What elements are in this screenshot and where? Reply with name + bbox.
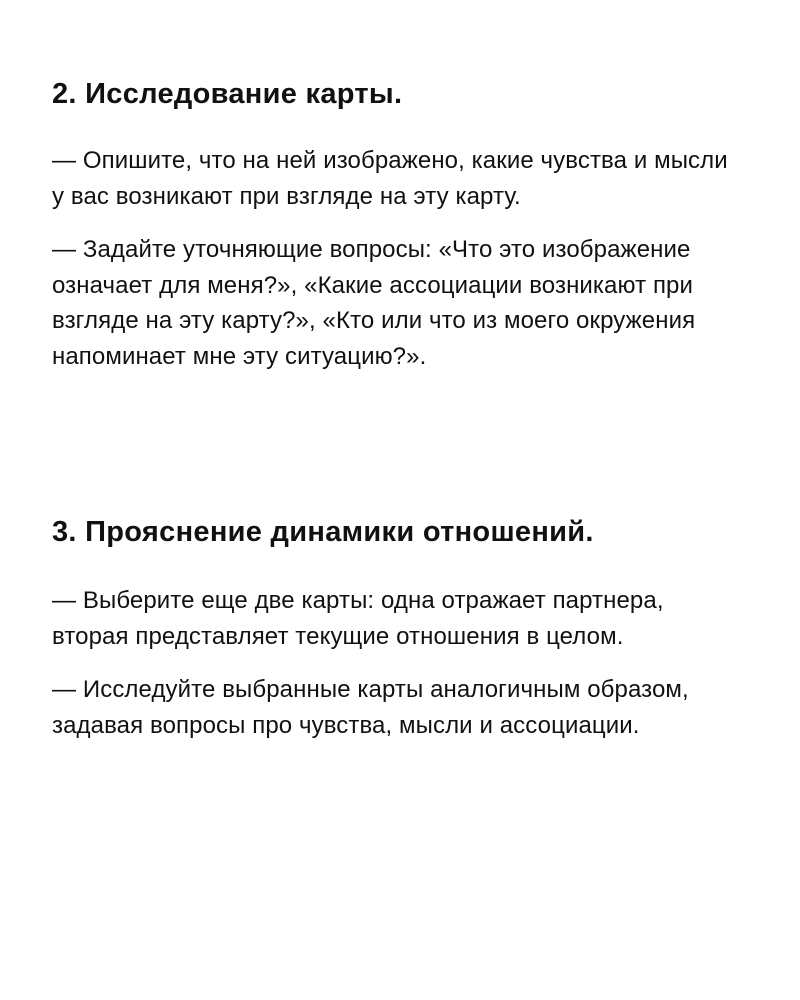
section-heading: 3. Прояснение динамики отношений.	[52, 516, 594, 548]
paragraph-choose-two-cards: — Выберите еще две карты: одна отражает партнера, вторая представляет текущие отношения в целом.	[52, 587, 664, 650]
section-heading: 2. Исследование карты.	[52, 78, 403, 110]
section-relationship-dynamics	[52, 514, 742, 743]
section-card-exploration	[52, 76, 742, 374]
paragraph-clarifying-questions: — Задайте уточняющие вопросы: «Что это изображение означает для меня?», «Какие ассоциации возникают при взгляде на эту карту?», «Кто или что из моего окружения напоминает мне эту ситуацию?».	[52, 236, 696, 370]
paragraph-describe-card: — Опишите, что на ней изображено, какие чувства и мысли у вас возникают при взгляде на эту карту.	[52, 147, 728, 210]
paragraph-explore-cards: — Исследуйте выбранные карты аналогичным образом, задавая вопросы про чувства, мысли и ассоциации.	[52, 676, 689, 739]
